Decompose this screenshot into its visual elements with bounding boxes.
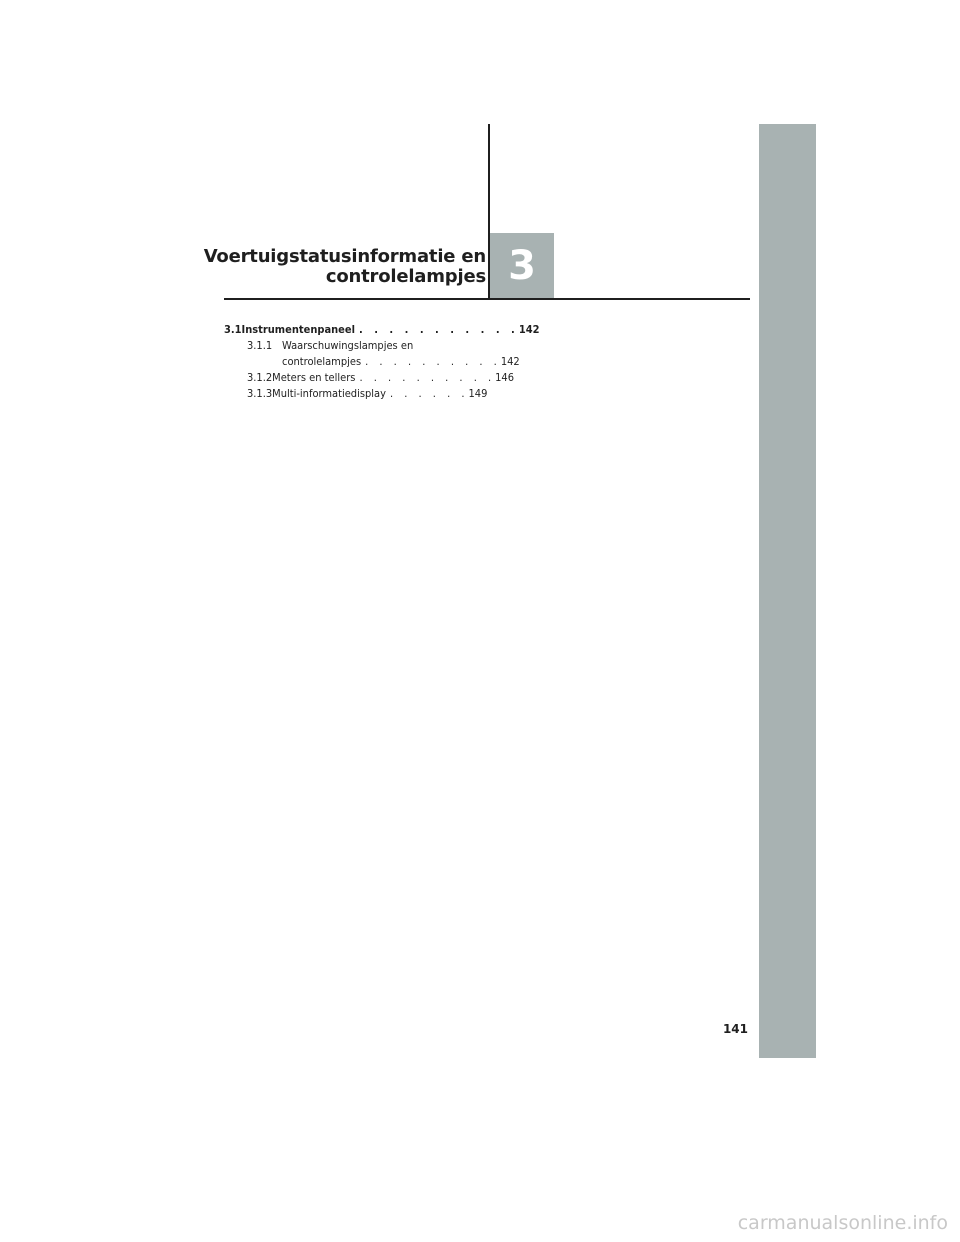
- toc-entry-number: 3.1.2: [247, 371, 273, 384]
- chapter-title-line-1: Voertuigstatusinformatie en: [203, 246, 486, 267]
- toc-leader-dots: . . . . . . . . . .: [359, 371, 496, 384]
- page-number: 141: [722, 1022, 748, 1036]
- toc-entry-number: 3.1.3: [247, 387, 273, 400]
- toc-entry-page: 146: [495, 371, 515, 384]
- toc-leader-dots: . . . . . . . . . .: [365, 355, 501, 368]
- toc-leader-dots: . . . . . .: [389, 387, 469, 400]
- toc-entry-3-1-3[interactable]: [224, 386, 488, 402]
- toc-entry-label: Waarschuwingslampjes en: [282, 339, 414, 352]
- watermark: carmanualsonline.info: [737, 1212, 948, 1234]
- toc-entry-page: 149: [468, 387, 488, 400]
- chapter-number: 3: [508, 242, 536, 289]
- toc-entry-3-1-2[interactable]: [224, 370, 515, 386]
- toc-entry-label: Meters en tellers: [272, 371, 356, 384]
- toc-entry-page: 142: [518, 323, 540, 336]
- chapter-title-line-2: controlelampjes: [325, 266, 486, 287]
- toc-entry-label: Multi-informatiedisplay: [272, 387, 386, 400]
- toc-entry-3-1-1[interactable]: [224, 338, 469, 354]
- toc-entry-number: 3.1.1: [247, 339, 273, 352]
- chapter-title: [186, 247, 486, 287]
- header-horizontal-rule: [224, 298, 750, 300]
- toc-entry-label-continued: controlelampjes: [282, 355, 362, 368]
- chapter-number-box: [490, 233, 554, 298]
- toc-leader-dots: . . . . . . . . . . .: [359, 323, 519, 336]
- toc-entry-3-1-1-continued[interactable]: [224, 354, 520, 370]
- toc-entry-page: 142: [500, 355, 520, 368]
- side-chapter-tab: [759, 124, 816, 1058]
- toc-entry-3-1[interactable]: [224, 322, 540, 338]
- toc-entry-number: 3.1: [224, 323, 242, 336]
- toc-entry-label: Instrumentenpaneel: [241, 323, 356, 336]
- table-of-contents: [224, 322, 540, 402]
